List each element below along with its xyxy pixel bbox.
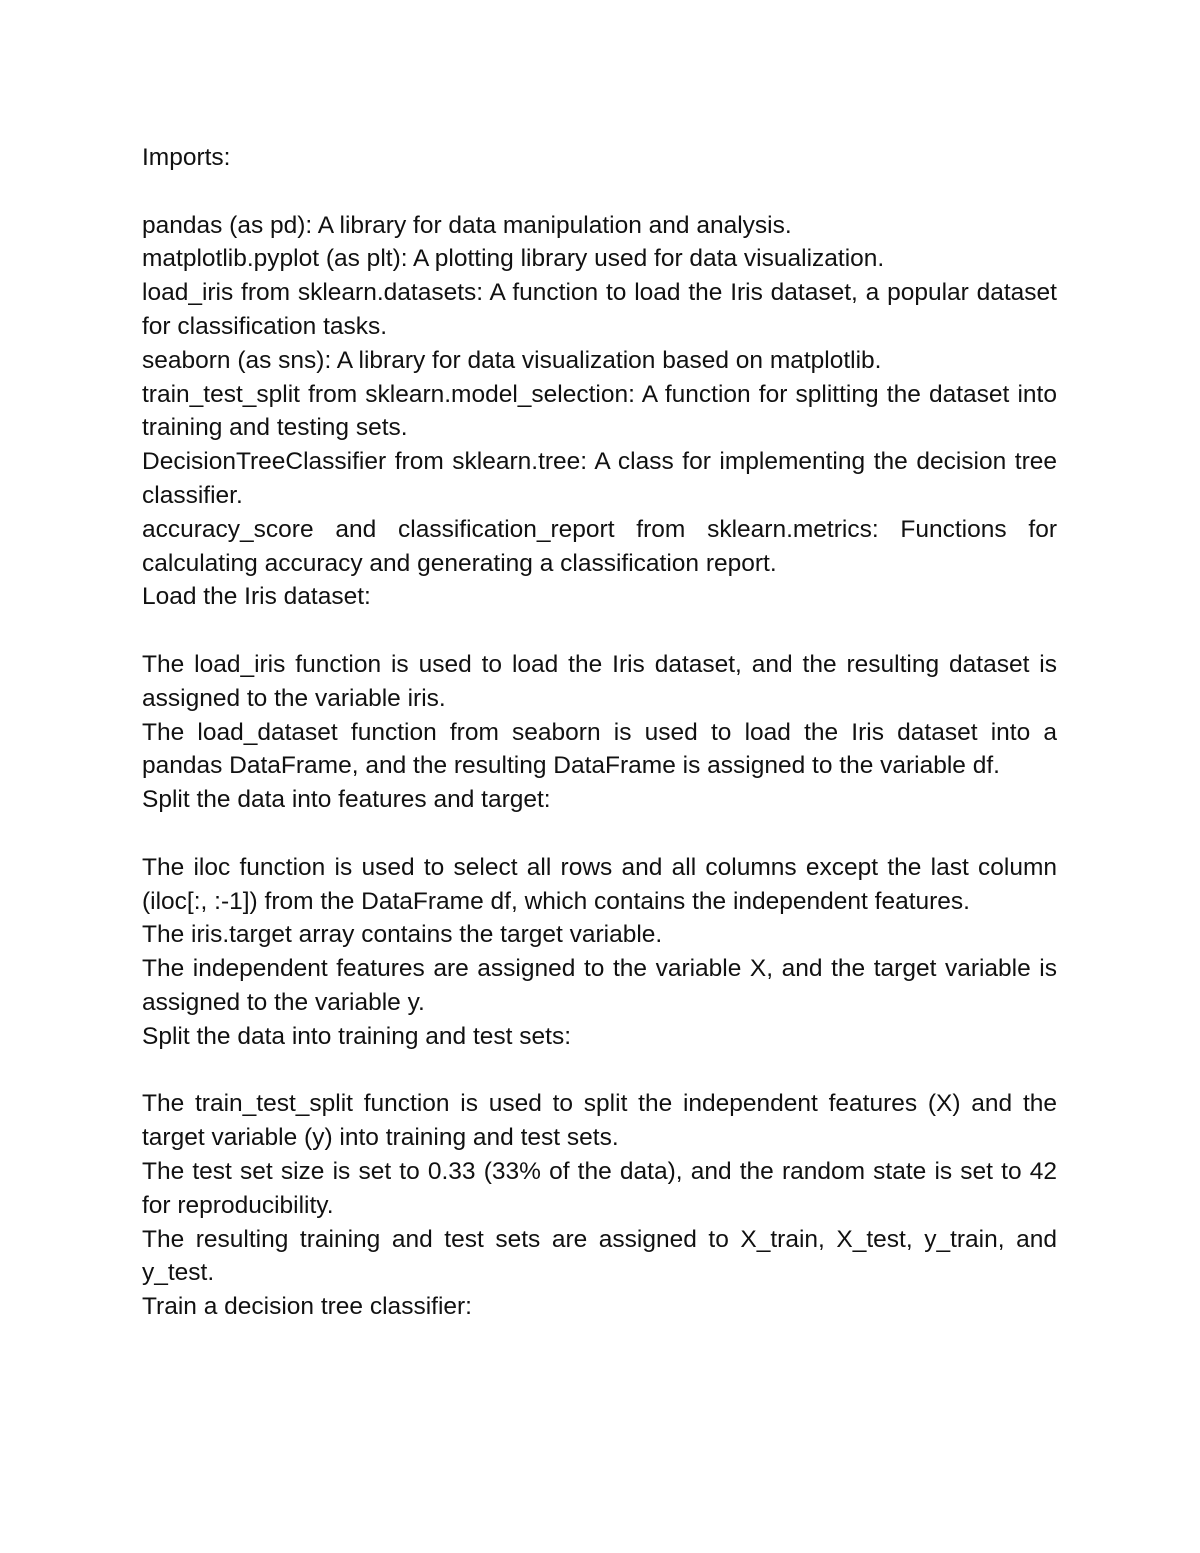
document-body [142, 141, 1057, 1324]
paragraph-load-iris: load_iris from sklearn.datasets: A function to load the Iris dataset, a popular dataset for classification tasks. [142, 279, 1057, 340]
paragraph-test-size: The test set size is set to 0.33 (33% of the data), and the random state is set to 42 for reproducibility. [142, 1157, 1057, 1219]
paragraph-load-dataset-function: The load_dataset function from seaborn is used to load the Iris dataset into a pandas DataFrame, and the resulting DataFrame is assigned to the variable df. [142, 718, 1057, 780]
paragraph-seaborn: seaborn (as sns): A library for data visualization based on matplotlib. [142, 346, 882, 374]
paragraph-pandas: pandas (as pd): A library for data manipulation and analysis. [142, 211, 792, 239]
paragraph-metrics: accuracy_score and classification_report from sklearn.metrics: Functions for calculating accuracy and generating a classification report. [142, 515, 1057, 577]
section-heading-split-train-test: Split the data into training and test sets: [142, 1022, 572, 1050]
paragraph-resulting-sets: The resulting training and test sets are assigned to X_train, X_test, y_train, and y_test. [142, 1225, 1057, 1287]
section-heading-load-dataset: Load the Iris dataset: [142, 583, 371, 611]
paragraph-assign-x-y: The independent features are assigned to the variable X, and the target variable is assigned to the variable y. [142, 955, 1057, 1016]
paragraph-decision-tree: DecisionTreeClassifier from sklearn.tree: A class for implementing the decision tree classifier. [142, 448, 1057, 509]
paragraph-load-iris-function: The load_iris function is used to load the Iris dataset, and the resulting dataset is assigned to the variable iris. [142, 650, 1057, 712]
paragraph-matplotlib: matplotlib.pyplot (as plt): A plotting library used for data visualization. [142, 245, 885, 273]
paragraph-iloc: The iloc function is used to select all rows and all columns except the last column (iloc[:, :-1]) from the DataFrame df, which contains the independent features. [142, 853, 1057, 915]
section-heading-split-features: Split the data into features and target: [142, 786, 551, 814]
paragraph-split-function: The train_test_split function is used to split the independent features (X) and the target variable (y) into training and test sets. [142, 1090, 1057, 1152]
section-heading-train-classifier: Train a decision tree classifier: [142, 1293, 472, 1321]
paragraph-train-test-split: train_test_split from sklearn.model_selection: A function for splitting the dataset into training and testing sets. [142, 380, 1057, 442]
paragraph-target-array: The iris.target array contains the target variable. [142, 921, 663, 949]
section-heading-imports: Imports: [142, 144, 231, 171]
